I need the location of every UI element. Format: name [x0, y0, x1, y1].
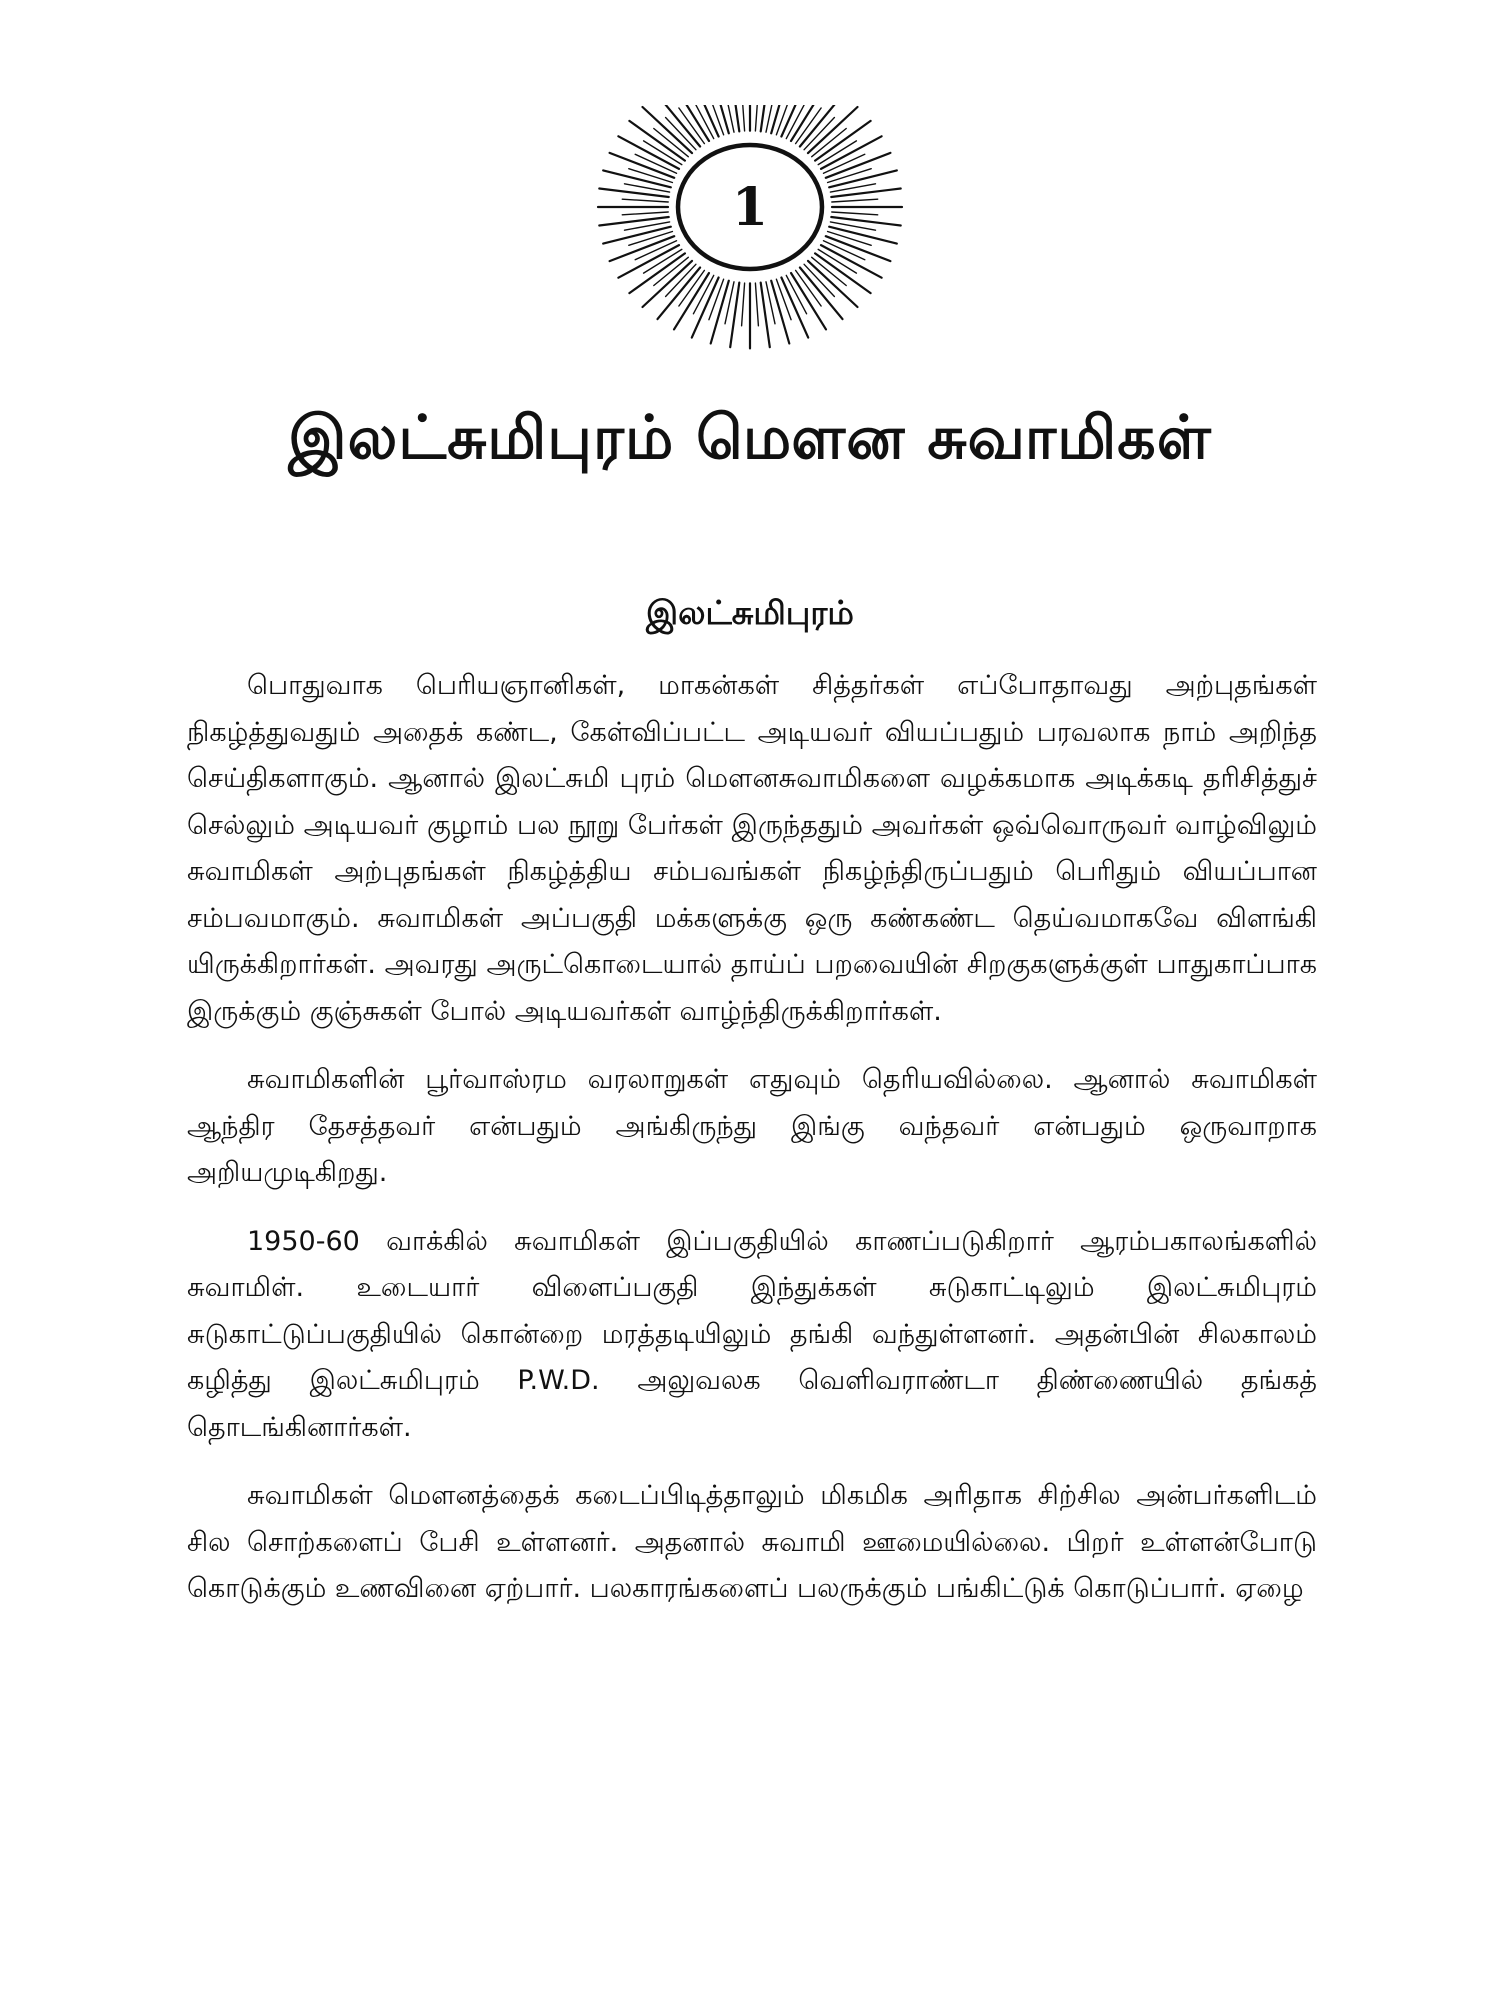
sunburst-ray [771, 105, 789, 133]
sunburst-ray [800, 268, 843, 320]
paragraph: பொதுவாக பெரியஞானிகள், மாகன்கள் சித்தர்கள் எப்போதாவது அற்புதங்கள் நிகழ்த்துவதும் அதைக் கண்ட, கேள்விப்பட்ட அடியவர் வியப்பதும் பரவலாக நாம் அறிந்த செய்திகளாகும். ஆனால் இலட்சுமி புரம் மௌனசுவாமிகளை வழக்கமாக அடிக்கடி தரிசித்துச் செல்லும் அடியவர் குழாம் பல நூறு பேர்கள் இருந்ததும் அவர்கள் ஒவ்வொருவர் வாழ்விலும் சுவாமிகள் அற்புதங்கள் நிகழ்த்திய சம்பவங்கள் நிகழ்ந்திருப்பதும் பெரிதும் வியப்பான சம்பவமாகும். சுவாமிகள் அப்பகுதி மக்களுக்கு ஒரு கண்கண்ட தெய்வமாகவே விளங்கி யிருக்கிறார்கள். அவரது அருட்கொடையால் தாய்ப் பறவையின் சிறகுகளுக்குள் பாதுகாப்பாக இருக்கும் குஞ்சுகள் போல் அடியவர்கள் வாழ்ந்திருக்கிறார்கள். [187, 670, 1317, 1027]
sunburst-ray [742, 283, 745, 326]
paragraph: 1950-60 வாக்கில் சுவாமிகள் இப்பகுதியில் காணப்படுகிறார் ஆரம்பகாலங்களில் சுவாமிள். உடையார் விளைப்பகுதி இந்துக்கள் சுடுகாட்டிலும் இலட்சுமிபுரம் சுடுகாட்டுப்பகுதியில் கொன்றை மரத்தடியிலும் தங்கி வந்துள்ளனர். அதன்பின் சிலகாலம் கழித்து இலட்சுமிபுரம் P.W.D. அலுவலக வெளிவராண்டா திண்ணையில் தங்கத் தொடங்கினார்கள். [187, 1225, 1317, 1443]
sunburst-ray [622, 199, 668, 202]
sunburst-ray [808, 261, 858, 307]
sunburst-ray [815, 121, 871, 161]
sunburst-ray [629, 253, 685, 293]
sunburst-ray [643, 107, 693, 153]
sunburst-ray [832, 199, 878, 202]
chapter-emblem [590, 105, 910, 425]
sunburst-ray [643, 261, 693, 307]
sunburst-ray [755, 105, 758, 131]
sunburst-ray [832, 212, 878, 215]
sunburst-ray [711, 105, 729, 133]
sunburst-ray [629, 121, 685, 161]
chapter-number: 1 [731, 177, 769, 238]
body-text [187, 663, 1317, 1953]
sunburst-ray [622, 212, 668, 215]
sunburst-ray [658, 268, 701, 320]
sunburst-ray [815, 253, 871, 293]
chapter-title: இலட்சுமிபுரம் மௌன சுவாமிகள் [288, 403, 1212, 473]
sunburst-ray [755, 283, 758, 326]
paragraph: சுவாமிகளின் பூர்வாஸ்ரம வரலாறுகள் எதுவும் தெரியவில்லை. ஆனால் சுவாமிகள் ஆந்திர தேசத்தவர் என்பதும் அங்கிருந்து இங்கு வந்தவர் என்பதும் ஒருவாறாக அறியமுடிகிறது. [187, 1064, 1317, 1188]
sunburst-ray [742, 105, 745, 131]
paragraph: சுவாமிகள் மௌனத்தைக் கடைப்பிடித்தாலும் மிகமிக அரிதாக சிற்சில அன்பர்களிடம் சில சொற்களைப் பேசி உள்ளனர். அதனால் சுவாமி ஊமையில்லை. பிறர் உள்ளன்போடு கொடுக்கும் உணவினை ஏற்பார். பலகாரங்களைப் பலருக்கும் பங்கிட்டுக் கொடுப்பார். ஏழை [187, 1480, 1317, 1604]
sunburst-ray [808, 107, 858, 153]
section-heading: இலட்சுமிபுரம் [646, 593, 854, 632]
